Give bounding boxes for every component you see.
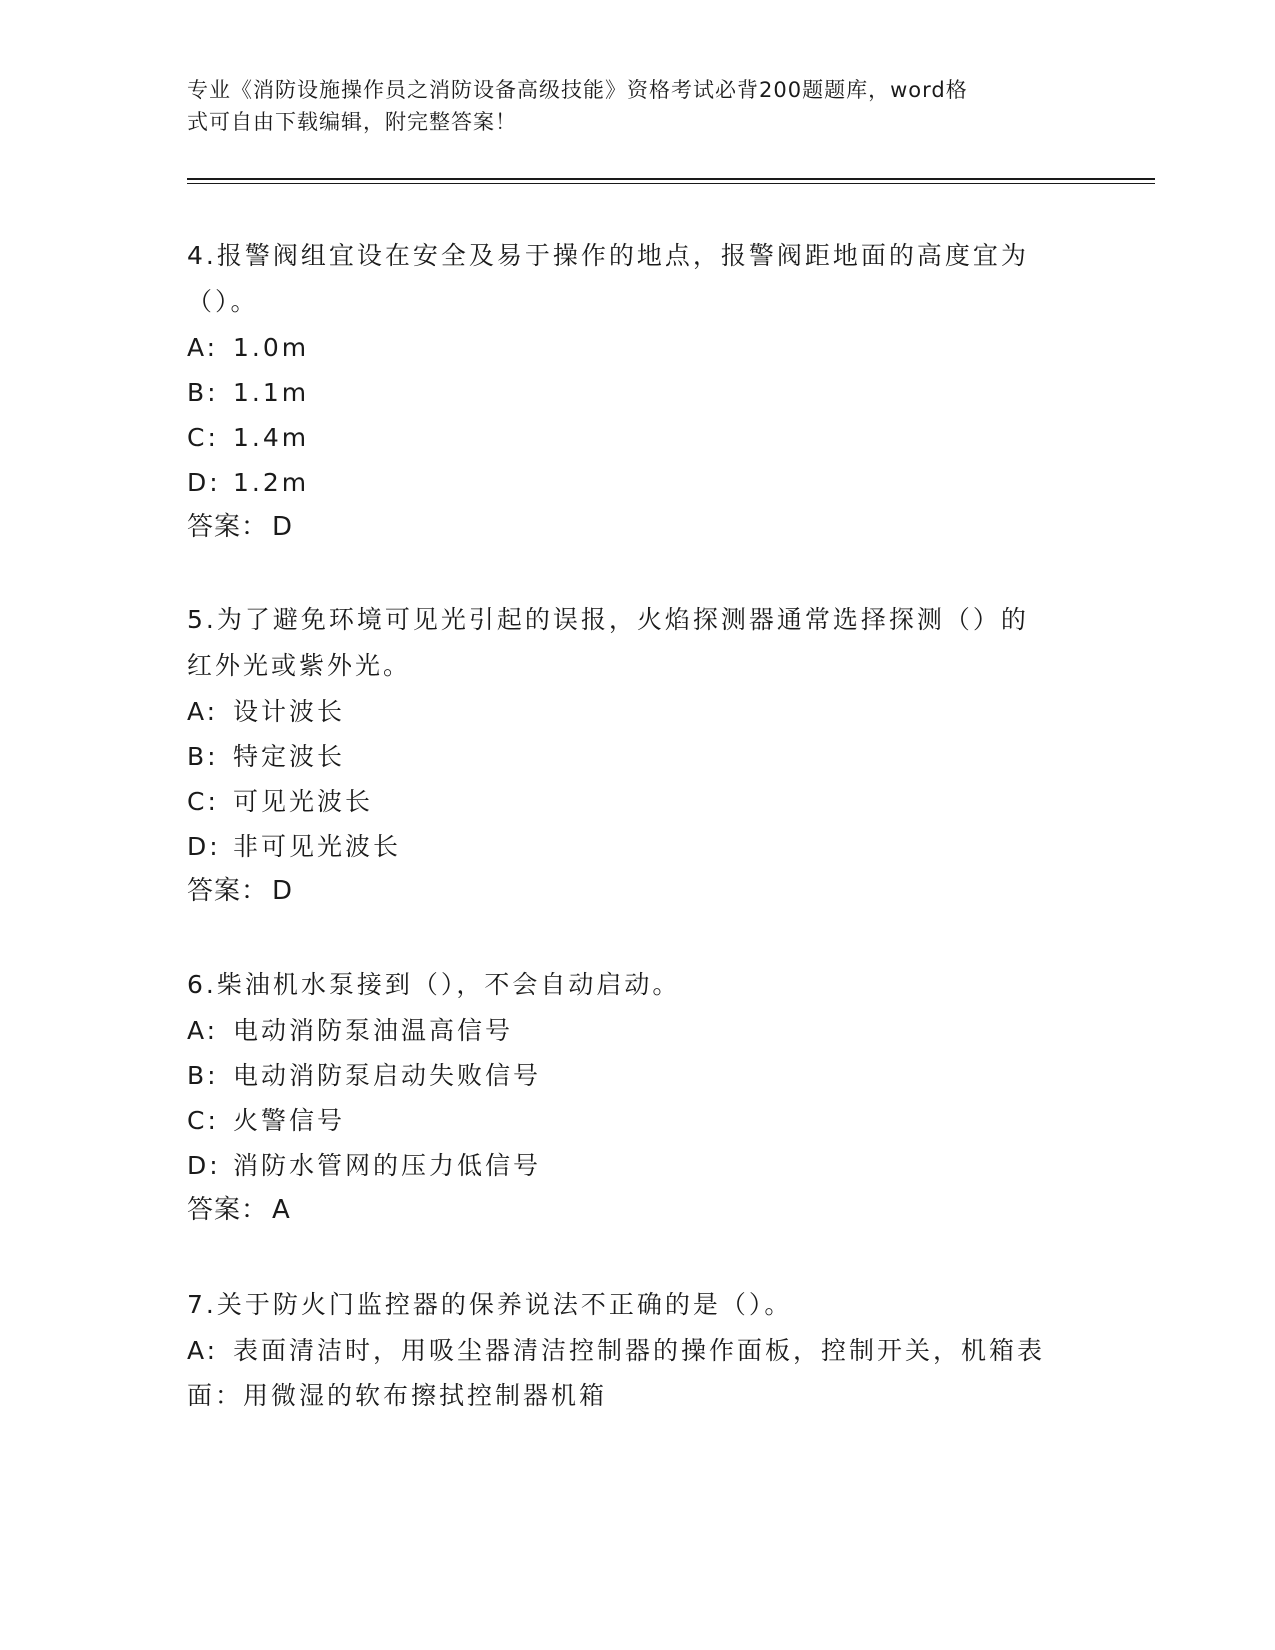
answer-label: 答案： <box>187 512 269 542</box>
option-text: 设计波长 <box>233 697 346 726</box>
option-text: 1.1m <box>233 378 310 407</box>
option-letter: A: <box>187 333 219 362</box>
question-text <box>187 1282 1087 1328</box>
option-letter: A: <box>187 697 219 726</box>
question-text-line-1: 柴油机水泵接到（），不会自动启动。 <box>216 970 681 999</box>
option-c <box>187 1098 1087 1143</box>
answer-value: D <box>272 512 294 542</box>
option-text: 电动消防泵启动失败信号 <box>233 1061 542 1090</box>
option-text: 特定波长 <box>233 742 346 771</box>
option-text: 1.2m <box>233 468 310 497</box>
option-b <box>187 1053 1087 1098</box>
question-text-line-1: 关于防火门监控器的保养说法不正确的是（）。 <box>216 1290 793 1319</box>
question-4 <box>187 233 1087 550</box>
option-b <box>187 370 1087 415</box>
option-letter: A: <box>187 1016 219 1045</box>
option-text: 消防水管网的压力低信号 <box>233 1151 542 1180</box>
answer-line <box>187 1188 1087 1233</box>
answer-line <box>187 869 1087 914</box>
option-a <box>187 1328 1087 1418</box>
option-letter: C: <box>187 423 219 452</box>
answer-value: A <box>272 1195 291 1225</box>
header-line-1: 专业《消防设施操作员之消防设备高级技能》资格考试必背200题题库，word格 <box>187 78 968 102</box>
question-7 <box>187 1282 1087 1418</box>
answer-line <box>187 505 1087 550</box>
header-rule-thin <box>187 183 1155 184</box>
option-letter: C: <box>187 787 219 816</box>
question-text <box>187 962 1087 1008</box>
question-number: 4. <box>187 241 217 270</box>
question-number: 6. <box>187 970 217 999</box>
question-text <box>187 597 1087 689</box>
option-text: 1.0m <box>233 333 310 362</box>
option-letter: C: <box>187 1106 219 1135</box>
question-text-line-2: 红外光或紫外光。 <box>187 651 412 680</box>
question-text-line-1: 报警阀组宜设在安全及易于操作的地点，报警阀距地面的高度宜为 <box>216 241 1029 270</box>
document-header <box>187 74 1067 138</box>
option-text: 可见光波长 <box>233 787 374 816</box>
answer-label: 答案： <box>187 1195 269 1225</box>
option-d <box>187 824 1087 869</box>
answer-value: D <box>272 876 294 906</box>
option-a <box>187 1008 1087 1053</box>
question-5 <box>187 597 1087 914</box>
option-letter: B: <box>187 1061 219 1090</box>
option-d <box>187 460 1087 505</box>
option-letter: D: <box>187 468 221 497</box>
option-text: 表面清洁时，用吸尘器清洁控制器的操作面板，控制开关，机箱表 <box>233 1336 1046 1365</box>
option-letter: A: <box>187 1336 219 1365</box>
question-6 <box>187 962 1087 1233</box>
option-d <box>187 1143 1087 1188</box>
option-text: 电动消防泵油温高信号 <box>233 1016 514 1045</box>
option-c <box>187 779 1087 824</box>
option-text: 火警信号 <box>233 1106 346 1135</box>
option-text: 非可见光波长 <box>233 832 402 861</box>
question-text <box>187 233 1087 325</box>
option-c <box>187 415 1087 460</box>
question-number: 7. <box>187 1290 217 1319</box>
option-letter: B: <box>187 742 219 771</box>
header-rule <box>187 178 1155 180</box>
question-number: 5. <box>187 605 217 634</box>
option-text-continued: 面：用微湿的软布擦拭控制器机箱 <box>187 1381 608 1410</box>
option-letter: D: <box>187 1151 221 1180</box>
question-text-line-2: （）。 <box>187 287 259 316</box>
header-line-2: 式可自由下载编辑，附完整答案！ <box>187 110 517 134</box>
option-letter: D: <box>187 832 221 861</box>
answer-label: 答案： <box>187 876 269 906</box>
option-a <box>187 325 1087 370</box>
option-a <box>187 689 1087 734</box>
option-b <box>187 734 1087 779</box>
option-text: 1.4m <box>233 423 310 452</box>
option-letter: B: <box>187 378 219 407</box>
question-text-line-1: 为了避免环境可见光引起的误报，火焰探测器通常选择探测（）的 <box>216 605 1029 634</box>
